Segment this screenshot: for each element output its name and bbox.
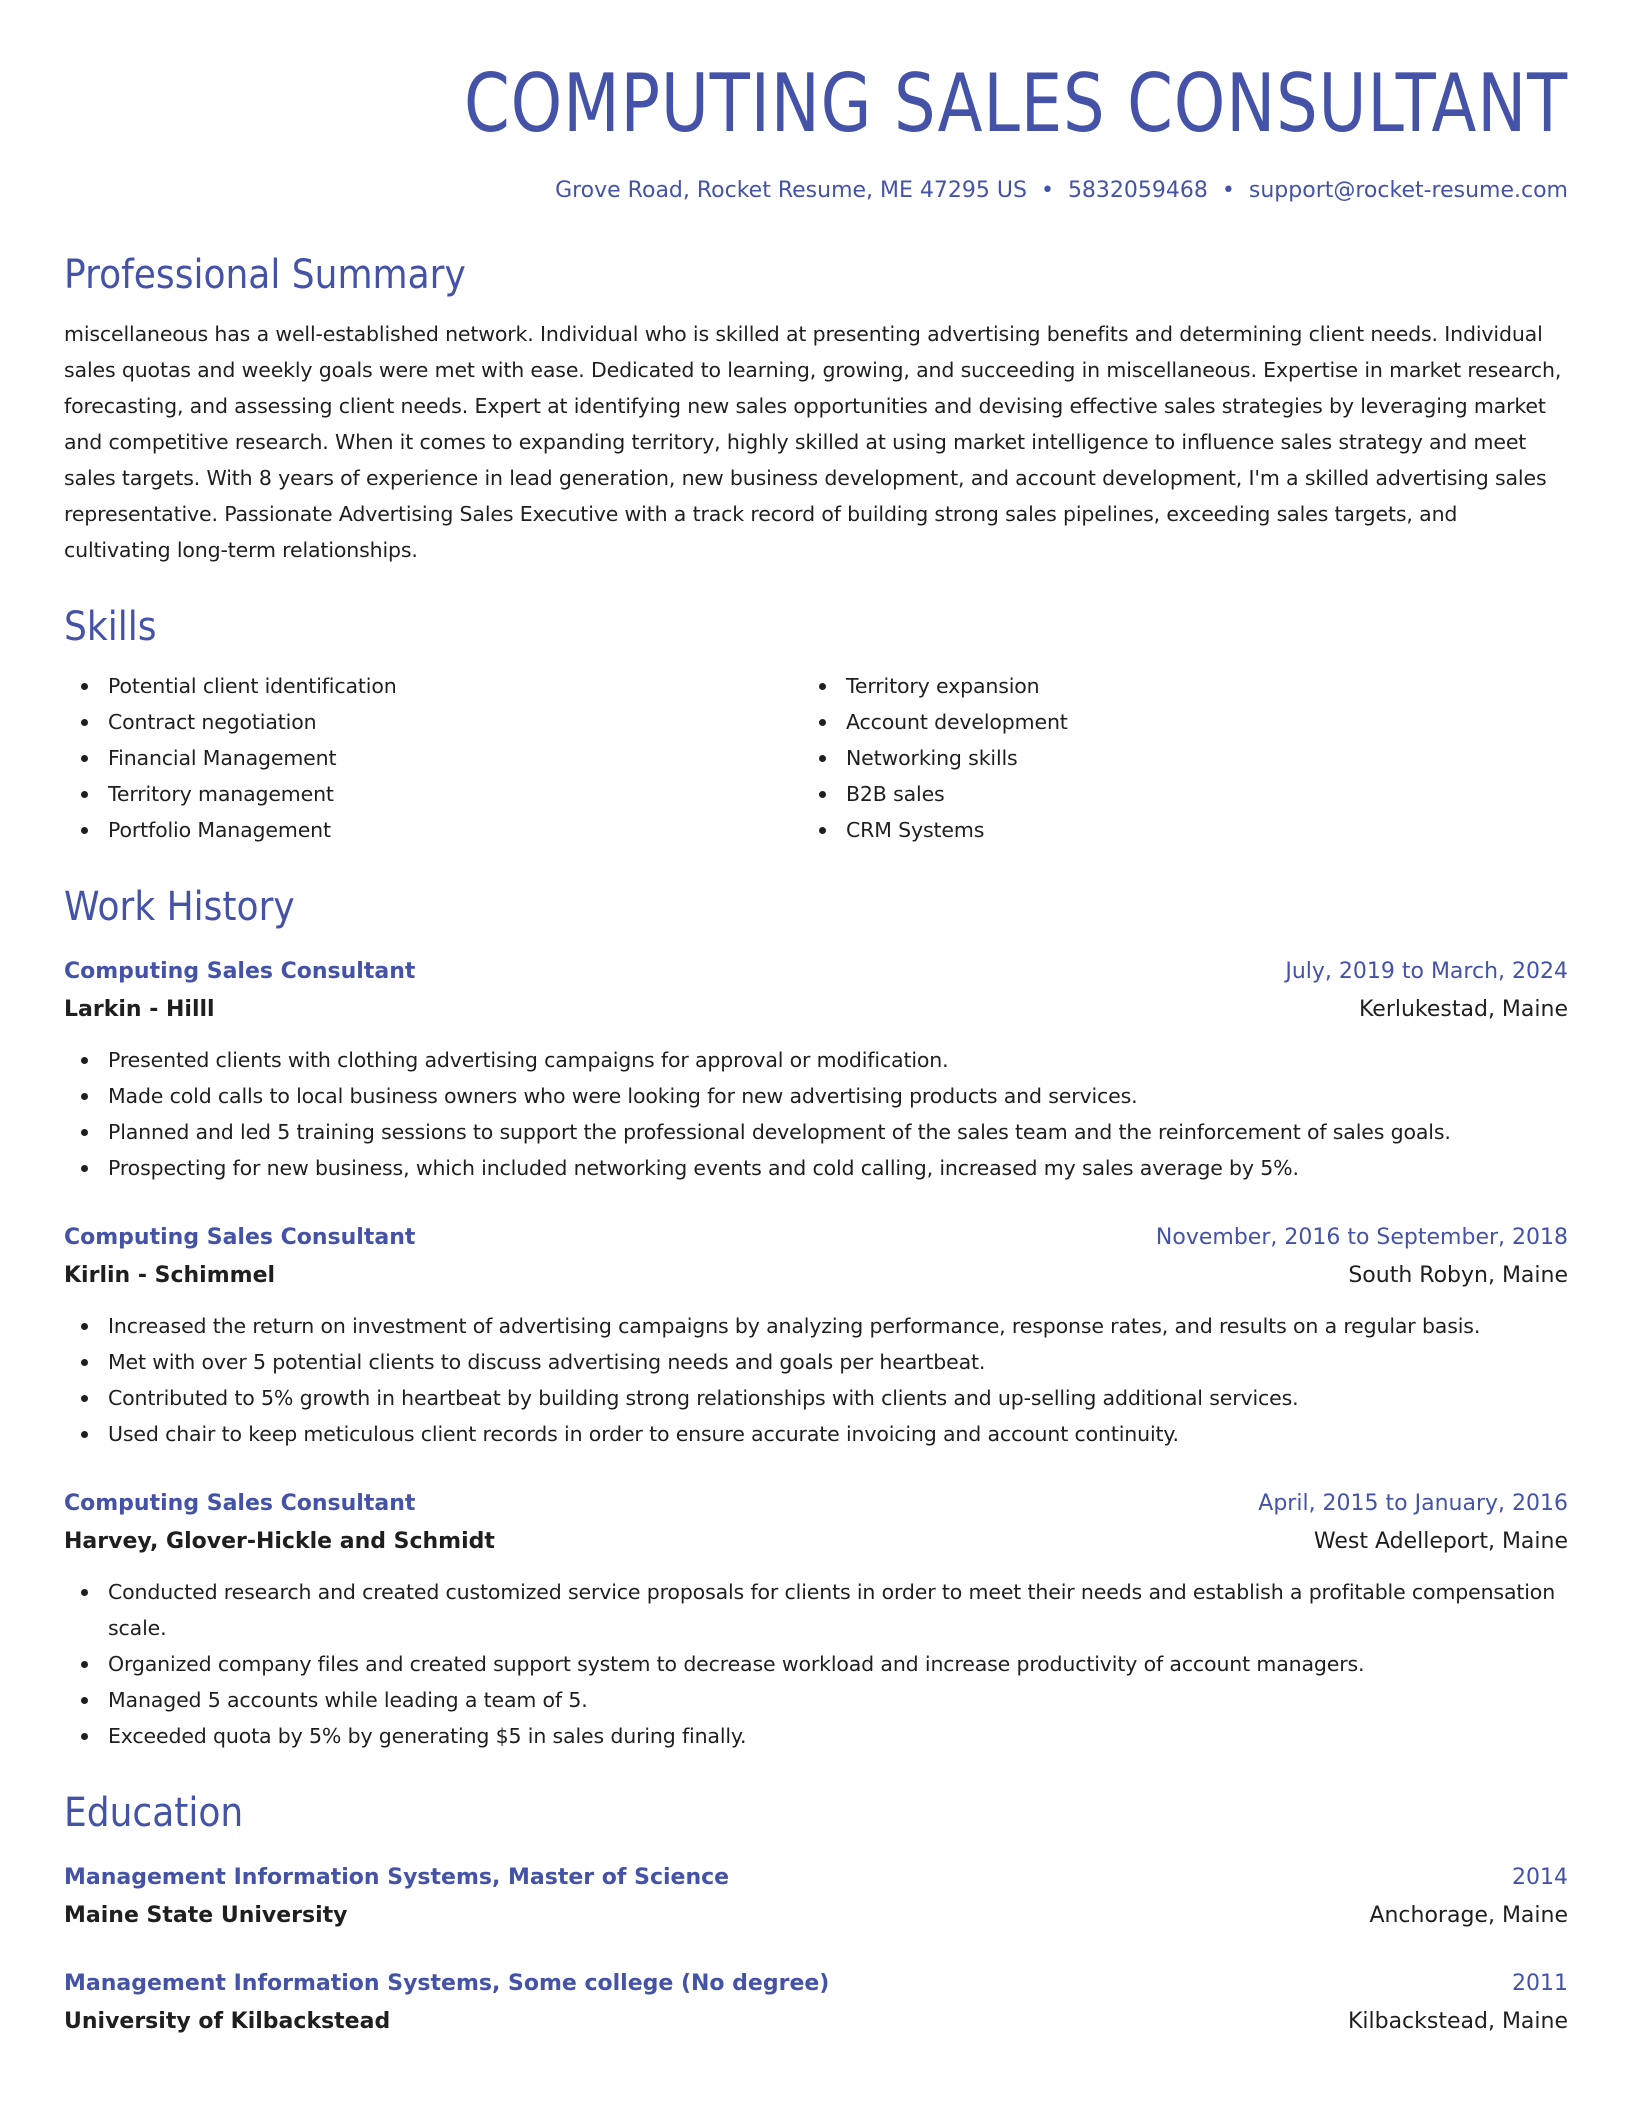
education-school: University of Kilbackstead <box>64 2009 391 2034</box>
job-dates: April, 2015 to January, 2016 <box>1258 1491 1568 1516</box>
job-company-row <box>64 1522 1568 1562</box>
contact-phone[interactable]: 5832059468 <box>1067 178 1208 203</box>
education-year: 2011 <box>1512 1971 1568 1996</box>
job-title: Computing Sales Consultant <box>64 1225 416 1250</box>
education-school: Maine State University <box>64 1903 348 1928</box>
summary-text: miscellaneous has a well-established network. Individual who is skilled at presenting advertising benefits and determining client needs. Individual sales quotas and weekly goals were met with ease. Dedicated to learning, growing, and succeeding in miscellaneous. Expertise in market research, forecasting, and assessing client needs. Expert at identifying new sales opportunities and devising effective sales strategies by leveraging market and competitive research. When it comes to expanding territory, highly skilled at using market intelligence to influence sales strategy and meet sales targets. With 8 years of experience in lead generation, new business development, and account development, I'm a skilled advertising sales representative. Passionate Advertising Sales Executive with a track record of building strong sales pipelines, exceeding sales targets, and cultivating long-term relationships. <box>64 322 1562 562</box>
job-bullets <box>64 1042 1568 1186</box>
job-bullet: Exceeded quota by 5% by generating $5 in sales during finally. <box>64 1718 1568 1754</box>
skill-item: Portfolio Management <box>64 812 802 848</box>
job-title: Computing Sales Consultant <box>64 1491 416 1516</box>
skill-item: Account development <box>802 704 1568 740</box>
contact-separator: • <box>1221 178 1235 203</box>
job-company: Kirlin - Schimmel <box>64 1263 276 1288</box>
section-title-summary: Professional Summary <box>64 252 466 298</box>
skill-item: Territory management <box>64 776 802 812</box>
contact-email[interactable]: support@rocket-resume.com <box>1248 178 1568 203</box>
job-bullet: Used chair to keep meticulous client records in order to ensure accurate invoicing and account continuity. <box>64 1416 1568 1452</box>
job-location: Kerlukestad, Maine <box>1358 997 1568 1022</box>
education-location: Kilbackstead, Maine <box>1347 2009 1568 2034</box>
job-location: South Robyn, Maine <box>1348 1263 1568 1288</box>
skills-grid <box>64 668 1568 848</box>
education-degree: Management Information Systems, Master of Science <box>64 1865 730 1890</box>
skill-item: CRM Systems <box>802 812 1568 848</box>
education-degree: Management Information Systems, Some college (No degree) <box>64 1971 830 1996</box>
job-bullet: Managed 5 accounts while leading a team of 5. <box>64 1682 1568 1718</box>
education-entry <box>64 1860 1568 1936</box>
job-company: Larkin - Hilll <box>64 997 215 1022</box>
job-entry <box>64 1220 1568 1452</box>
skill-item: Networking skills <box>802 740 1568 776</box>
contact-address: Grove Road, Rocket Resume, ME 47295 US <box>555 178 1027 203</box>
skills-list-left <box>64 668 802 848</box>
contact-separator: • <box>1040 178 1054 203</box>
education-location: Anchorage, Maine <box>1369 1903 1568 1928</box>
job-bullets <box>64 1574 1568 1754</box>
skill-item: Potential client identification <box>64 668 802 704</box>
resume-header <box>64 56 1568 206</box>
job-company-row <box>64 1256 1568 1296</box>
job-bullet: Presented clients with clothing advertising campaigns for approval or modification. <box>64 1042 1568 1078</box>
skills-list-right <box>802 668 1568 848</box>
skill-item: Contract negotiation <box>64 704 802 740</box>
job-bullet: Met with over 5 potential clients to discuss advertising needs and goals per heartbeat. <box>64 1344 1568 1380</box>
job-bullets <box>64 1308 1568 1452</box>
section-title-work-history: Work History <box>64 884 295 930</box>
education-header-row <box>64 1860 1568 1896</box>
section-title-skills: Skills <box>64 604 157 650</box>
job-bullet: Made cold calls to local business owners who were looking for new advertising products and services. <box>64 1078 1568 1114</box>
job-title: Computing Sales Consultant <box>64 959 416 984</box>
job-bullet: Planned and led 5 training sessions to support the professional development of the sales team and the reinforcement of sales goals. <box>64 1114 1568 1150</box>
job-bullet: Contributed to 5% growth in heartbeat by building strong relationships with clients and up-selling additional services. <box>64 1380 1568 1416</box>
job-bullet: Conducted research and created customized service proposals for clients in order to meet their needs and establish a profitable compensation scale. <box>64 1574 1568 1646</box>
job-entry <box>64 954 1568 1186</box>
education-header-row <box>64 1966 1568 2002</box>
job-bullet: Prospecting for new business, which included networking events and cold calling, increased my sales average by 5%. <box>64 1150 1568 1186</box>
education-school-row <box>64 1896 1568 1936</box>
job-dates: July, 2019 to March, 2024 <box>1285 959 1568 984</box>
job-entry <box>64 1486 1568 1754</box>
job-header-row <box>64 1486 1568 1522</box>
job-company-row <box>64 990 1568 1030</box>
job-header-row <box>64 954 1568 990</box>
job-bullet: Organized company files and created support system to decrease workload and increase productivity of account managers. <box>64 1646 1568 1682</box>
education-entry <box>64 1966 1568 2042</box>
skill-item: B2B sales <box>802 776 1568 812</box>
job-bullet: Increased the return on investment of advertising campaigns by analyzing performance, response rates, and results on a regular basis. <box>64 1308 1568 1344</box>
job-company: Harvey, Glover-Hickle and Schmidt <box>64 1529 495 1554</box>
education-year: 2014 <box>1512 1865 1568 1890</box>
job-dates: November, 2016 to September, 2018 <box>1155 1225 1568 1250</box>
skill-item: Financial Management <box>64 740 802 776</box>
section-title-education: Education <box>64 1790 244 1836</box>
job-location: West Adelleport, Maine <box>1313 1529 1568 1554</box>
job-header-row <box>64 1220 1568 1256</box>
contact-line <box>64 176 1568 206</box>
skill-item: Territory expansion <box>802 668 1568 704</box>
resume-name: COMPUTING SALES CONSULTANT <box>463 57 1568 150</box>
education-school-row <box>64 2002 1568 2042</box>
